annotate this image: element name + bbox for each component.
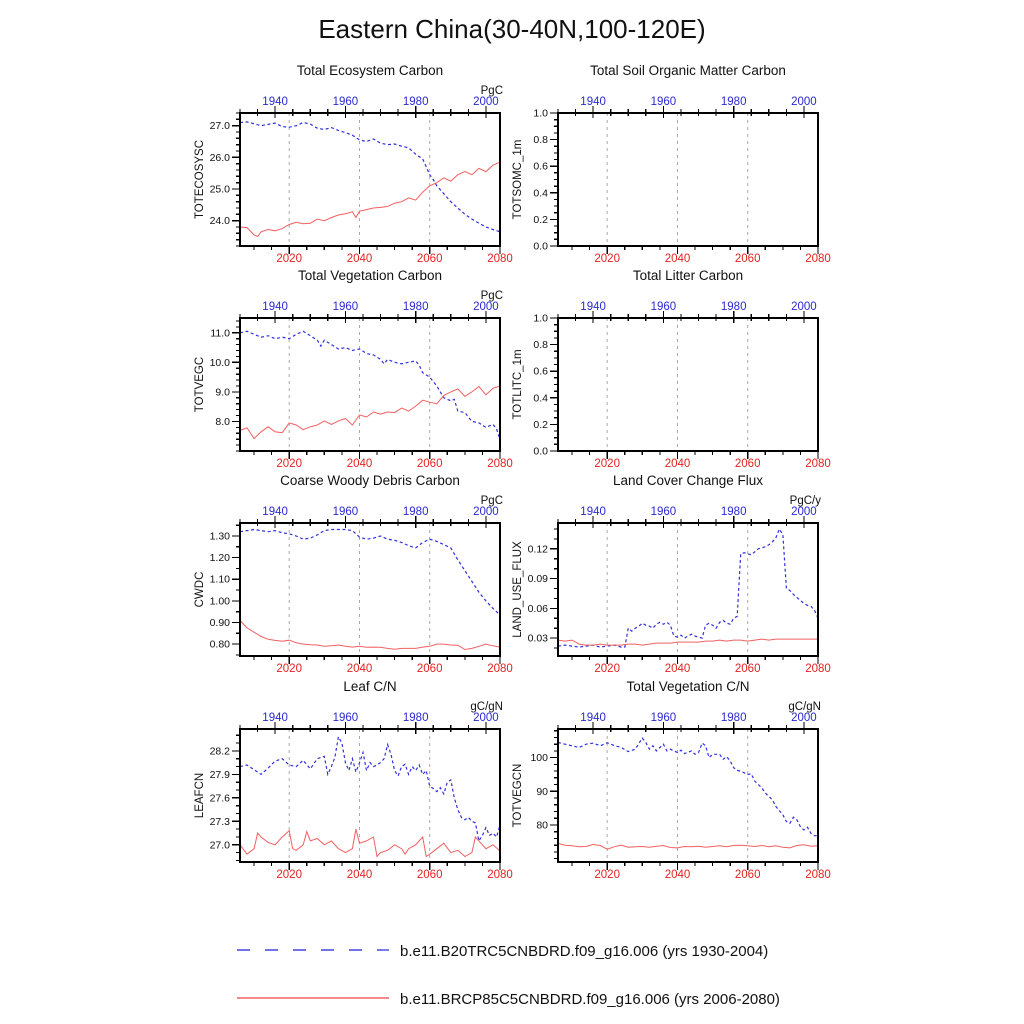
bottom-axis-label: 2080 — [487, 253, 513, 265]
series-line-rcp85 — [558, 639, 818, 645]
top-axis-label: 1980 — [402, 712, 429, 724]
y-tick-label: 27.6 — [209, 792, 230, 805]
y-tick-label: 24.0 — [209, 215, 230, 228]
plot-box — [558, 523, 818, 656]
bottom-axis-label: 2080 — [487, 458, 513, 470]
y-tick-label: 0.12 — [527, 543, 548, 556]
y-tick-label: 0.6 — [533, 365, 548, 378]
y-tick-label: 80 — [536, 819, 548, 832]
plot-box — [240, 523, 500, 656]
y-axis-name: LEAFCN — [194, 772, 206, 819]
plot-box — [240, 113, 500, 246]
top-axis-label: 1940 — [580, 301, 606, 313]
bottom-axis-label: 2080 — [487, 869, 513, 881]
y-tick-label: 10.0 — [209, 356, 230, 369]
series-line-rcp85 — [240, 829, 500, 856]
top-axis-label: 1960 — [332, 301, 359, 313]
y-tick-label: 0.2 — [533, 418, 548, 431]
y-tick-label: 0.4 — [533, 187, 548, 200]
unit-label: PgC — [480, 495, 503, 507]
bottom-axis-label: 2040 — [346, 458, 373, 470]
panel-title: Total Soil Organic Matter Carbon — [590, 63, 786, 78]
top-axis-label: 1960 — [650, 96, 677, 108]
panel-title: Total Vegetation C/N — [626, 679, 750, 694]
top-axis-label: 1980 — [402, 506, 429, 518]
y-tick-label: 0.0 — [533, 240, 548, 253]
top-axis-label: 1980 — [720, 506, 747, 518]
top-axis-label: 1960 — [332, 96, 359, 108]
bottom-axis-label: 2020 — [594, 663, 620, 675]
bottom-axis-label: 2020 — [276, 869, 302, 881]
unit-label: gC/gN — [470, 701, 503, 713]
y-tick-label: 1.10 — [209, 573, 230, 586]
panel-total-vegetation-carbon — [175, 266, 515, 475]
unit-label: PgC — [480, 85, 503, 97]
bottom-axis-label: 2040 — [664, 663, 691, 675]
bottom-axis-label: 2060 — [734, 869, 761, 881]
top-axis-label: 1980 — [720, 96, 747, 108]
top-axis-label: 1940 — [262, 712, 288, 724]
plot-box — [240, 729, 500, 862]
y-tick-label: 0.09 — [527, 573, 548, 586]
series-line-historical — [240, 530, 500, 615]
y-tick-label: 11.0 — [210, 327, 230, 340]
y-tick-label: 1.0 — [533, 312, 548, 325]
y-axis-name: TOTVEGCN — [512, 763, 524, 828]
series-line-historical — [558, 529, 818, 647]
top-axis-label: 2000 — [791, 96, 817, 108]
bottom-axis-label: 2060 — [416, 869, 443, 881]
top-axis-label: 1960 — [332, 712, 359, 724]
y-tick-label: 9.0 — [215, 386, 230, 399]
y-tick-label: 0.8 — [533, 339, 548, 352]
series-line-rcp85 — [240, 620, 500, 649]
bottom-axis-label: 2020 — [276, 663, 302, 675]
panel-title: Coarse Woody Debris Carbon — [280, 473, 460, 488]
top-axis-label: 1960 — [650, 506, 677, 518]
y-tick-label: 25.0 — [209, 183, 230, 196]
top-axis-label: 1980 — [402, 96, 429, 108]
top-axis-label: 1940 — [580, 96, 606, 108]
bottom-axis-label: 2040 — [346, 869, 373, 881]
y-tick-label: 100 — [530, 752, 548, 765]
y-axis-name: TOTECOSYSC — [194, 139, 206, 220]
top-axis-label: 2000 — [473, 301, 499, 313]
top-axis-label: 1940 — [580, 506, 606, 518]
top-axis-label: 2000 — [473, 96, 499, 108]
y-tick-label: 0.8 — [533, 134, 548, 147]
panel-title: Land Cover Change Flux — [612, 473, 764, 488]
legend-label-brcp85: b.e11.BRCP85C5CNBDRD.f09_g16.006 (yrs 2006-2080) — [400, 991, 780, 1008]
panel-land-cover-change-flux — [493, 471, 833, 680]
y-tick-label: 0.2 — [533, 213, 548, 226]
bottom-axis-label: 2080 — [805, 869, 831, 881]
y-tick-label: 27.0 — [209, 120, 230, 133]
panel-title: Total Vegetation Carbon — [297, 268, 443, 283]
unit-label: PgC — [480, 290, 503, 302]
y-tick-label: 0.0 — [533, 445, 548, 458]
y-tick-label: 27.0 — [209, 839, 230, 852]
plot-box — [558, 113, 818, 246]
panel-title: Total Litter Carbon — [632, 268, 744, 283]
y-axis-name: TOTVEGC — [194, 356, 206, 413]
top-axis-label: 2000 — [791, 506, 817, 518]
bottom-axis-label: 2080 — [805, 253, 831, 265]
y-tick-label: 27.3 — [209, 815, 230, 828]
bottom-axis-label: 2040 — [346, 663, 373, 675]
series-line-historical — [240, 737, 500, 841]
top-axis-label: 2000 — [473, 506, 499, 518]
unit-label: PgC/y — [789, 495, 821, 507]
y-tick-label: 0.4 — [533, 392, 548, 405]
bottom-axis-label: 2040 — [664, 253, 691, 265]
bottom-axis-label: 2060 — [416, 663, 443, 675]
y-tick-label: 1.0 — [533, 107, 548, 120]
panel-total-litter-carbon — [493, 266, 833, 475]
top-axis-label: 1960 — [650, 712, 677, 724]
bottom-axis-label: 2020 — [594, 458, 620, 470]
bottom-axis-label: 2080 — [805, 663, 831, 675]
top-axis-label: 2000 — [791, 301, 817, 313]
series-line-historical — [240, 331, 500, 439]
bottom-axis-label: 2040 — [664, 458, 691, 470]
y-tick-label: 0.90 — [209, 617, 230, 629]
y-axis-name: CWDC — [194, 571, 206, 608]
unit-label: gC/gN — [788, 701, 821, 713]
y-tick-label: 90 — [536, 785, 548, 798]
series-line-rcp85 — [240, 162, 500, 236]
bottom-axis-label: 2080 — [805, 458, 831, 470]
bottom-axis-label: 2060 — [416, 458, 443, 470]
y-axis-name: TOTSOMC_1m — [512, 139, 524, 220]
bottom-axis-label: 2020 — [594, 869, 620, 881]
bottom-axis-label: 2040 — [346, 253, 373, 265]
panel-total-vegetation-c-n — [493, 677, 833, 886]
y-tick-label: 1.20 — [209, 552, 230, 565]
y-tick-label: 1.30 — [209, 530, 230, 543]
top-axis-label: 1940 — [262, 301, 288, 313]
plot-box — [558, 729, 818, 862]
bottom-axis-label: 2060 — [734, 458, 761, 470]
y-tick-label: 0.6 — [533, 160, 548, 173]
series-line-historical — [558, 738, 818, 836]
top-axis-label: 2000 — [791, 712, 817, 724]
panel-total-ecosystem-carbon — [175, 61, 515, 270]
y-tick-label: 27.9 — [209, 768, 230, 781]
y-tick-label: 0.80 — [209, 638, 230, 651]
bottom-axis-label: 2080 — [487, 663, 513, 675]
legend-line-brcp85 — [237, 992, 389, 1004]
bottom-axis-label: 2060 — [416, 253, 443, 265]
y-tick-label: 8.0 — [215, 415, 230, 428]
series-line-historical — [240, 122, 500, 232]
bottom-axis-label: 2020 — [276, 458, 302, 470]
y-tick-label: 26.0 — [209, 151, 230, 164]
top-axis-label: 1960 — [332, 506, 359, 518]
panel-leaf-c-n — [175, 677, 515, 886]
top-axis-label: 1940 — [580, 712, 606, 724]
top-axis-label: 1940 — [262, 506, 288, 518]
bottom-axis-label: 2060 — [734, 253, 761, 265]
y-tick-label: 28.2 — [209, 745, 230, 758]
series-line-rcp85 — [558, 844, 818, 850]
top-axis-label: 2000 — [473, 712, 499, 724]
legend-label-b20trc: b.e11.B20TRC5CNBDRD.f09_g16.006 (yrs 1930-2004) — [400, 943, 769, 960]
panel-title: Leaf C/N — [343, 679, 397, 694]
panel-title: Total Ecosystem Carbon — [296, 63, 444, 78]
bottom-axis-label: 2040 — [664, 869, 691, 881]
top-axis-label: 1960 — [650, 301, 677, 313]
bottom-axis-label: 2020 — [276, 253, 302, 265]
y-tick-label: 1.00 — [209, 595, 230, 608]
panel-coarse-woody-debris-carbon — [175, 471, 515, 680]
figure-title: Eastern China(30-40N,100-120E) — [318, 14, 706, 44]
panel-total-soil-organic-matter-carbon — [493, 61, 833, 270]
top-axis-label: 1980 — [720, 301, 747, 313]
y-tick-label: 0.03 — [527, 632, 548, 645]
y-tick-label: 0.06 — [527, 602, 548, 615]
top-axis-label: 1940 — [262, 96, 288, 108]
bottom-axis-label: 2020 — [594, 253, 620, 265]
plot-box — [558, 318, 818, 451]
bottom-axis-label: 2060 — [734, 663, 761, 675]
y-axis-name: LAND_USE_FLUX — [512, 541, 524, 638]
top-axis-label: 1980 — [402, 301, 429, 313]
y-axis-name: TOTLITC_1m — [512, 349, 524, 420]
legend-line-b20trc — [237, 944, 389, 956]
top-axis-label: 1980 — [720, 712, 747, 724]
